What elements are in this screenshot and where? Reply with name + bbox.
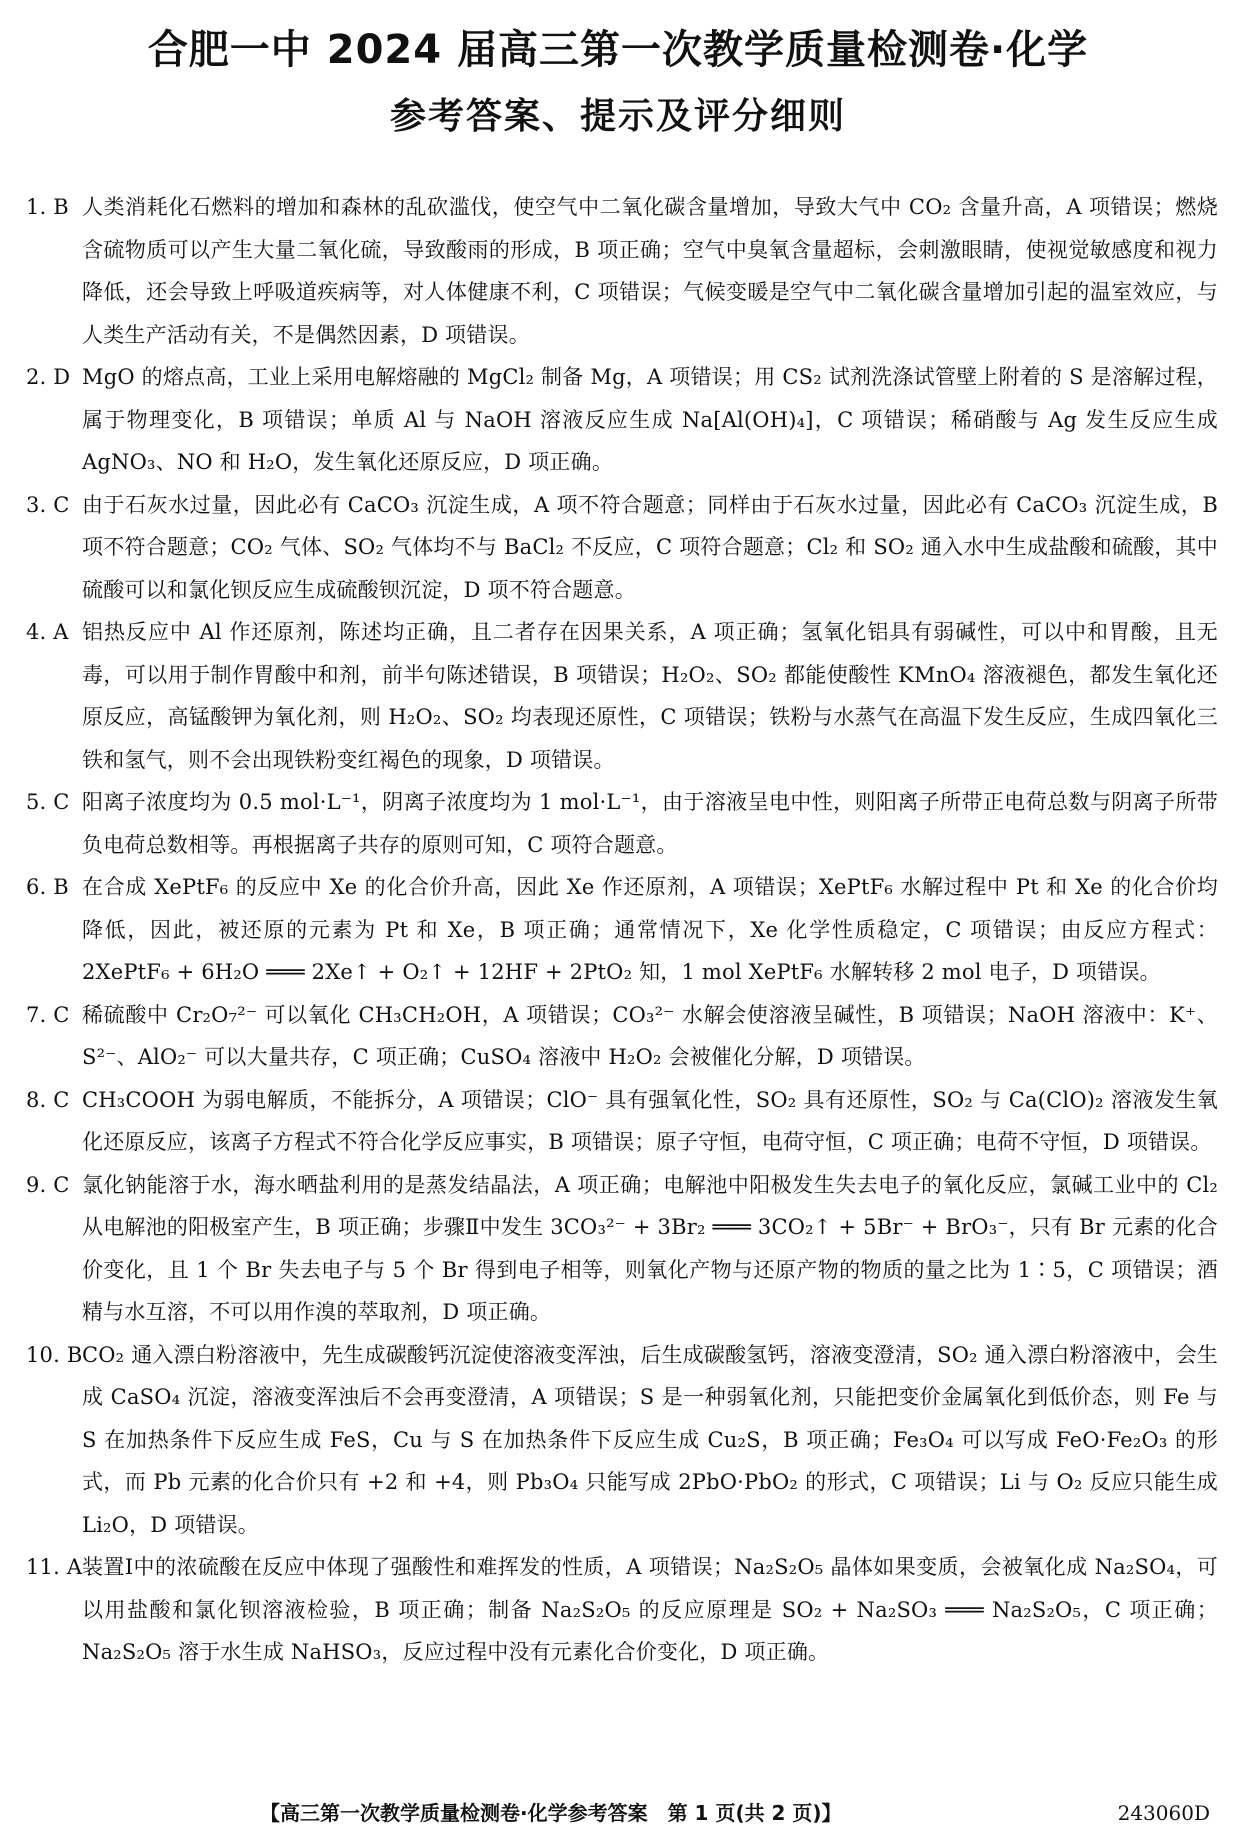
footer-label: 【高三第一次教学质量检测卷·化学参考答案 第 1 页(共 2 页)】 — [260, 1801, 842, 1825]
answer-number: 1. B — [26, 195, 69, 219]
page-footer — [0, 1796, 1236, 1832]
answer-explanation: 阳离子浓度均为 0.5 mol·L⁻¹，阴离子浓度均为 1 mol·L⁻¹，由于溶液呈电中性，则阳离子所带正电荷总数与阴离子所带负电荷总数相等。再根据离子共存的原则可知，C 项符合题意。 — [82, 790, 1218, 857]
answer-item-2 — [26, 356, 1218, 484]
answer-explanation: MgO 的熔点高，工业上采用电解熔融的 MgCl₂ 制备 Mg，A 项错误；用 CS₂ 试剂洗涤试管壁上附着的 S 是溶解过程，属于物理变化，B 项错误；单质 Al 与 NaOH 溶液反应生成 Na[Al(OH)₄]，C 项错误；稀硝酸与 Ag 发生反应生成 AgNO₃、NO 和 H₂O，发生氧化还原反应，D 项正确。 — [82, 365, 1218, 474]
answer-explanation: 人类消耗化石燃料的增加和森林的乱砍滥伐，使空气中二氧化碳含量增加，导致大气中 CO₂ 含量升高，A 项错误；燃烧含硫物质可以产生大量二氧化硫，导致酸雨的形成，B 项正确；空气中臭氧含量超标，会刺激眼睛，使视觉敏感度和视力降低，还会导致上呼吸道疾病等，对人体健康不利，C 项错误；气候变暖是空气中二氧化碳含量增加引起的温室效应，与人类生产活动有关，不是偶然因素，D 项错误。 — [82, 195, 1218, 347]
answer-number: 8. C — [26, 1087, 70, 1112]
answer-item-1 — [26, 186, 1218, 356]
answer-explanation: CH₃COOH 为弱电解质，不能拆分，A 项错误；ClO⁻ 具有强氧化性，SO₂ 具有还原性，SO₂ 与 Ca(ClO)₂ 溶液发生氧化还原反应，该离子方程式不符合化学反应事实，B 项错误；原子守恒，电荷守恒，C 项正确；电荷不守恒，D 项错误。 — [82, 1087, 1218, 1154]
answer-number: 11. A — [26, 1555, 83, 1579]
answer-number: 3. C — [26, 492, 70, 517]
answer-number: 9. C — [26, 1172, 70, 1197]
answer-item-9 — [26, 1164, 1218, 1334]
answer-list — [26, 186, 1218, 1674]
answer-explanation: 稀硫酸中 Cr₂O₇²⁻ 可以氧化 CH₃CH₂OH，A 项错误；CO₃²⁻ 水解会使溶液呈碱性，B 项错误；NaOH 溶液中：K⁺、S²⁻、AlO₂⁻ 可以大量共存，C 项正确；CuSO₄ 溶液中 H₂O₂ 会被催化分解，D 项错误。 — [82, 1002, 1218, 1069]
answer-item-6 — [26, 866, 1218, 994]
answer-explanation: 在合成 XePtF₆ 的反应中 Xe 的化合价升高，因此 Xe 作还原剂，A 项错误；XePtF₆ 水解过程中 Pt 和 Xe 的化合价均降低，因此，被还原的元素为 Pt 和 Xe，B 项正确；通常情况下，Xe 化学性质稳定，C 项错误；由反应方程式：2XePtF₆ + 6H₂O ═══ 2Xe↑ + O₂↑ + 12HF + 2PtO₂ 知，1 mol XePtF₆ 水解转移 2 mol 电子，D 项错误。 — [82, 875, 1218, 984]
answer-number: 2. D — [26, 365, 71, 389]
document-code: 243060D — [1117, 1801, 1210, 1825]
answer-item-8 — [26, 1079, 1218, 1164]
answer-item-11 — [26, 1546, 1218, 1674]
answer-explanation: 由于石灰水过量，因此必有 CaCO₃ 沉淀生成，A 项不符合题意；同样由于石灰水过量，因此必有 CaCO₃ 沉淀生成，B 项不符合题意；CO₂ 气体、SO₂ 气体均不与 BaCl₂ 不反应，C 项符合题意；Cl₂ 和 SO₂ 通入水中生成盐酸和硫酸，其中硫酸可以和氯化钡反应生成硫酸钡沉淀，D 项不符合题意。 — [82, 492, 1218, 602]
answer-item-7 — [26, 994, 1218, 1079]
answer-explanation: 铝热反应中 Al 作还原剂，陈述均正确，且二者存在因果关系，A 项正确；氢氧化铝具有弱碱性，可以中和胃酸，且无毒，可以用于制作胃酸中和剂，前半句陈述错误，B 项错误；H₂O₂、SO₂ 都能使酸性 KMnO₄ 溶液褪色，都发生氧化还原反应，高锰酸钾为氧化剂，则 H₂O₂、SO₂ 均表现还原性，C 项错误；铁粉与水蒸气在高温下发生反应，生成四氧化三铁和氢气，则不会出现铁粉变红褐色的现象，D 项错误。 — [82, 620, 1218, 772]
answer-item-5 — [26, 781, 1218, 866]
answer-item-4 — [26, 611, 1218, 781]
answer-number: 5. C — [26, 790, 70, 814]
document-title: 合肥一中 2024 届高三第一次教学质量检测卷·化学 — [147, 27, 1089, 73]
document-subtitle: 参考答案、提示及评分细则 — [389, 96, 846, 137]
answer-item-3 — [26, 484, 1218, 612]
answer-item-10 — [26, 1334, 1218, 1547]
answer-number: 4. A — [26, 620, 69, 644]
answer-explanation: CO₂ 通入漂白粉溶液中，先生成碳酸钙沉淀使溶液变浑浊，后生成碳酸氢钙，溶液变澄清，SO₂ 通入漂白粉溶液中，会生成 CaSO₄ 沉淀，溶液变浑浊后不会再变澄清，A 项错误；S 是一种弱氧化剂，只能把变价金属氧化到低价态，则 Fe 与 S 在加热条件下反应生成 FeS，Cu 与 S 在加热条件下反应生成 Cu₂S，B 项正确；Fe₃O₄ 可以写成 FeO·Fe₂O₃ 的形式，而 Pb 元素的化合价只有 +2 和 +4，则 Pb₃O₄ 只能写成 2PbO·PbO₂ 的形式，C 项错误；Li 与 O₂ 反应只能生成 Li₂O，D 项错误。 — [82, 1342, 1218, 1537]
answer-number: 10. B — [26, 1342, 83, 1367]
answer-explanation: 氯化钠能溶于水，海水晒盐利用的是蒸发结晶法，A 项正确；电解池中阳极发生失去电子的氧化反应，氯碱工业中的 Cl₂ 从电解池的阳极室产生，B 项正确；步骤Ⅱ中发生 3CO₃²⁻ + 3Br₂ ═══ 3CO₂↑ + 5Br⁻ + BrO₃⁻，只有 Br 元素的化合价变化，且 1 个 Br 失去电子与 5 个 Br 得到电子相等，则氧化产物与还原产物的物质的量之比为 1∶5，C 项错误；酒精与水互溶，不可以用作溴的萃取剂，D 项正确。 — [82, 1172, 1218, 1324]
answer-explanation: 装置Ⅰ中的浓硫酸在反应中体现了强酸性和难挥发的性质，A 项错误；Na₂S₂O₅ 晶体如果变质，会被氧化成 Na₂SO₄，可以用盐酸和氯化钡溶液检验，B 项正确；制备 Na₂S₂O₅ 的反应原理是 SO₂ + Na₂SO₃ ═══ Na₂S₂O₅，C 项正确；Na₂S₂O₅ 溶于水生成 NaHSO₃，反应过程中没有元素化合价变化，D 项正确。 — [82, 1555, 1218, 1664]
answer-number: 7. C — [26, 1002, 70, 1027]
answer-number: 6. B — [26, 875, 69, 899]
